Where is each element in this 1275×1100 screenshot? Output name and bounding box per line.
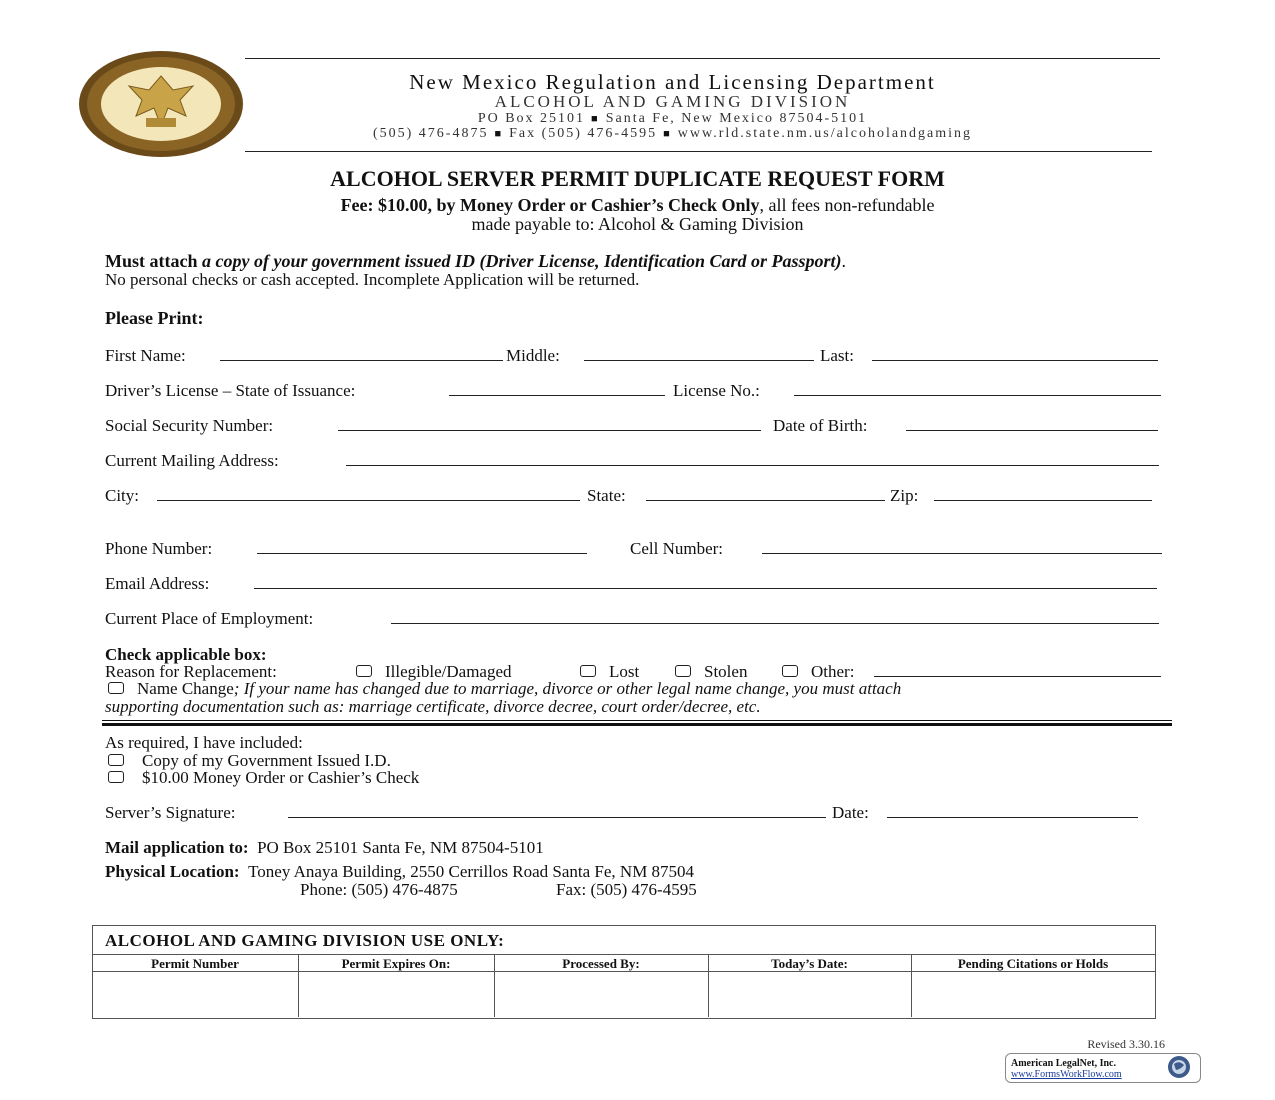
office-fax: Fax: (505) 476-4595 <box>556 880 697 899</box>
header-bottom-rule <box>245 151 1152 152</box>
middle-name-label: Middle: <box>506 346 560 365</box>
middle-name-field[interactable] <box>584 345 814 361</box>
ssn-label: Social Security Number: <box>105 416 274 435</box>
illegible-checkbox[interactable] <box>356 665 372 677</box>
section-divider-thick <box>102 723 1172 726</box>
check-box-heading: Check applicable box: <box>105 645 267 664</box>
money-order-checkbox[interactable] <box>108 771 124 783</box>
bullet-icon: ■ <box>494 127 504 140</box>
col-permit-expires: Permit Expires On: <box>341 956 451 971</box>
header-website[interactable]: www.rld.state.nm.us/alcoholandgaming <box>677 126 973 141</box>
stolen-checkbox[interactable] <box>675 665 691 677</box>
bullet-icon: ■ <box>663 127 672 140</box>
first-name-label: First Name: <box>105 346 186 365</box>
office-use-header-rule-top <box>92 954 1156 955</box>
cell-label: Cell Number: <box>630 539 724 558</box>
payable-line: made payable to: Alcohol & Gaming Division <box>471 214 804 234</box>
phone-field[interactable] <box>257 538 587 554</box>
col-todays-date: Today’s Date: <box>771 956 848 971</box>
dl-state-label: Driver’s License – State of Issuance: <box>105 381 356 400</box>
name-change-checkbox[interactable] <box>108 682 124 694</box>
license-no-label: License No.: <box>673 381 760 400</box>
vendor-link[interactable]: www.FormsWorkFlow.com <box>1011 1069 1122 1080</box>
office-phone: Phone: (505) 476-4875 <box>300 880 458 899</box>
no-checks-notice: No personal checks or cash accepted. Incomplete Application will be returned. <box>105 270 640 289</box>
email-label: Email Address: <box>105 574 210 593</box>
name-change-note: supporting documentation such as: marriage certificate, divorce decree, court order/decree, etc. <box>105 697 761 716</box>
header-fax: Fax (505) 476-4595 <box>509 126 658 141</box>
license-no-field[interactable] <box>794 380 1161 396</box>
header-top-rule <box>245 58 1160 59</box>
city-field[interactable] <box>157 485 580 501</box>
bullet-icon: ■ <box>591 112 600 125</box>
physical-location-line: Physical Location: Toney Anaya Building, 2550 Cerrillos Road Santa Fe, NM 87504 <box>105 862 695 881</box>
signature-date-label: Date: <box>832 803 869 822</box>
col-permit-number: Permit Number <box>151 956 239 971</box>
city-zip: Santa Fe, New Mexico 87504-5101 <box>605 111 868 126</box>
globe-icon <box>1162 1055 1196 1079</box>
signature-field[interactable] <box>288 802 826 818</box>
lost-checkbox[interactable] <box>580 665 596 677</box>
attach-notice: Must attach a copy of your government issued ID (Driver License, Identification Card or Passport). <box>105 251 846 271</box>
col-processed-by: Processed By: <box>562 956 640 971</box>
zip-label: Zip: <box>890 486 919 505</box>
id-copy-checkbox[interactable] <box>108 754 124 766</box>
other-field[interactable] <box>874 661 1161 677</box>
other-label: Other: <box>811 662 855 681</box>
header-phone: (505) 476-4875 <box>372 126 489 141</box>
section-divider-thin <box>102 720 1172 721</box>
revision-date: Revised 3.30.16 <box>1087 1037 1165 1051</box>
zip-field[interactable] <box>934 485 1152 501</box>
reason-label: Reason for Replacement: <box>105 662 277 681</box>
office-use-title: ALCOHOL AND GAMING DIVISION USE ONLY: <box>105 931 505 950</box>
state-field[interactable] <box>646 485 885 501</box>
signature-date-field[interactable] <box>887 802 1138 818</box>
dl-state-field[interactable] <box>449 380 665 396</box>
vendor-name: American LegalNet, Inc. <box>1011 1058 1116 1069</box>
state-seal-icon <box>78 50 244 158</box>
state-label: State: <box>587 486 626 505</box>
dob-label: Date of Birth: <box>773 416 868 435</box>
phone-label: Phone Number: <box>105 539 213 558</box>
included-heading: As required, I have included: <box>105 733 303 752</box>
signature-label: Server’s Signature: <box>105 803 236 822</box>
email-field[interactable] <box>254 573 1157 589</box>
mailing-address-field[interactable] <box>346 450 1159 466</box>
employment-label: Current Place of Employment: <box>105 609 314 628</box>
last-name-field[interactable] <box>872 345 1158 361</box>
col-pending-citations: Pending Citations or Holds <box>957 956 1109 971</box>
stolen-label: Stolen <box>704 662 748 681</box>
mailing-address-label: Current Mailing Address: <box>105 451 279 470</box>
city-label: City: <box>105 486 140 505</box>
po-box: PO Box 25101 <box>477 111 586 126</box>
name-change-line: Name Change; If your name has changed due to marriage, divorce or other legal name change, you must attach <box>137 679 902 698</box>
division-name: ALCOHOL AND GAMING DIVISION <box>494 92 851 111</box>
department-name: New Mexico Regulation and Licensing Department <box>409 70 936 94</box>
employment-field[interactable] <box>391 608 1159 624</box>
money-order-label: $10.00 Money Order or Cashier’s Check <box>142 768 420 787</box>
last-name-label: Last: <box>820 346 854 365</box>
mail-to-line: Mail application to: PO Box 25101 Santa Fe, NM 87504-5101 <box>105 838 544 857</box>
please-print-label: Please Print: <box>105 308 204 328</box>
first-name-field[interactable] <box>220 345 503 361</box>
cell-field[interactable] <box>762 538 1162 554</box>
illegible-label: Illegible/Damaged <box>385 662 512 681</box>
contact-line <box>245 126 1100 142</box>
dob-field[interactable] <box>906 415 1158 431</box>
other-checkbox[interactable] <box>782 665 798 677</box>
lost-label: Lost <box>609 662 640 681</box>
form-title: ALCOHOL SERVER PERMIT DUPLICATE REQUEST FORM <box>330 166 945 191</box>
id-copy-label: Copy of my Government Issued I.D. <box>142 751 391 770</box>
ssn-field[interactable] <box>338 415 761 431</box>
mailing-address <box>245 111 1100 127</box>
fee-line: Fee: $10.00, by Money Order or Cashier’s Check Only, all fees non-refundable <box>340 195 935 215</box>
